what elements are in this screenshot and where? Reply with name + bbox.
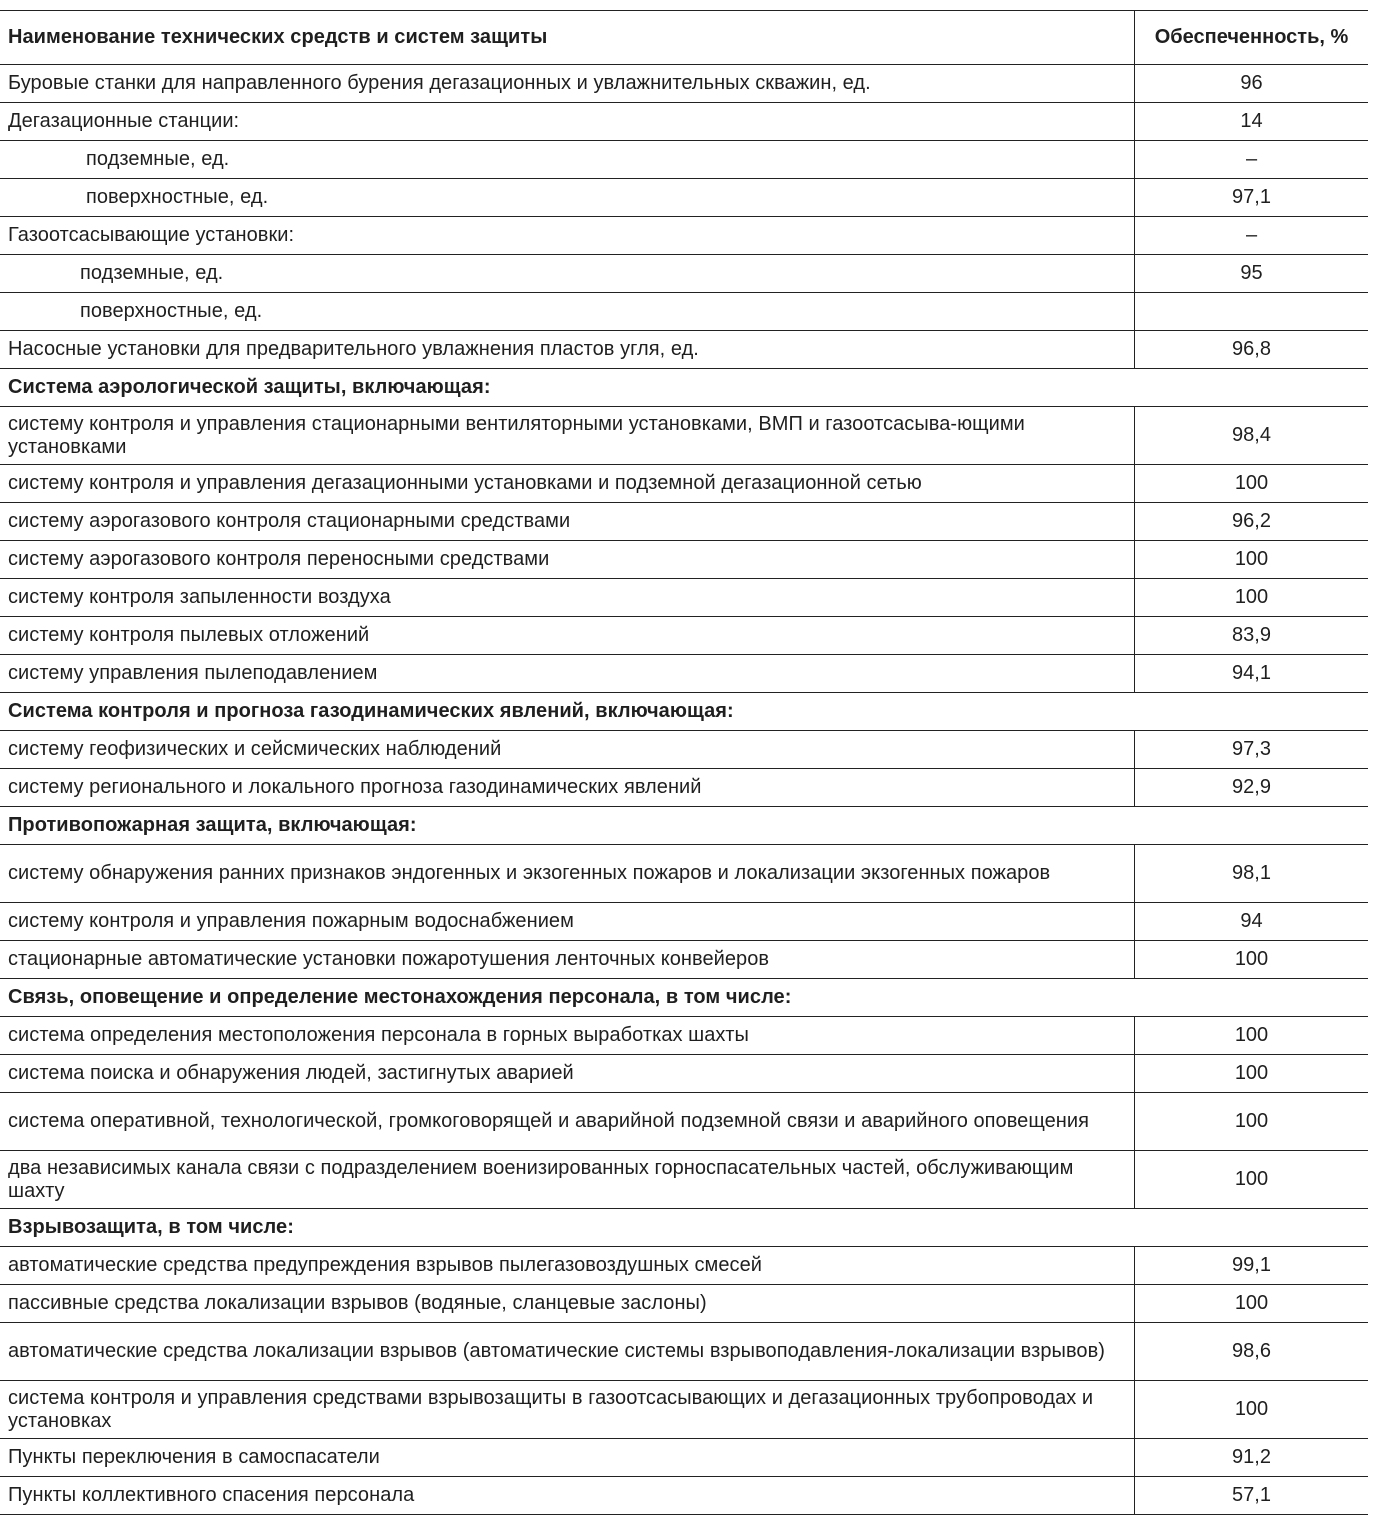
row-name: система определения местоположения персонала в горных выработках шахты	[8, 1024, 749, 1046]
row-value: 100	[1134, 1381, 1368, 1438]
equipment-provision-table	[0, 10, 1368, 1515]
row-name: систему управления пылеподавлением	[8, 662, 378, 684]
row-value: 100	[1134, 1151, 1368, 1208]
row-value: 100	[1134, 1017, 1368, 1054]
row-value: 100	[1134, 1285, 1368, 1322]
row-name: подземные, ед.	[86, 148, 230, 170]
table-row	[0, 1055, 1368, 1093]
table-row	[0, 1017, 1368, 1055]
row-value	[1134, 293, 1368, 330]
section-heading	[0, 1209, 1368, 1247]
row-value: 83,9	[1134, 617, 1368, 654]
row-name: систему аэрогазового контроля переносными средствами	[8, 548, 550, 570]
row-name: стационарные автоматические установки пожаротушения ленточных конвейеров	[8, 948, 770, 970]
table-row	[0, 255, 1368, 293]
row-value: 92,9	[1134, 769, 1368, 806]
row-value: 95	[1134, 255, 1368, 292]
row-name: автоматические средства предупреждения взрывов пылегазовоздушных смесей	[8, 1254, 762, 1276]
table-header	[0, 11, 1368, 65]
row-name: Пункты коллективного спасения персонала	[8, 1484, 415, 1506]
row-value: 100	[1134, 1093, 1368, 1150]
table-row	[0, 541, 1368, 579]
table-row	[0, 293, 1368, 331]
row-name: систему контроля и управления дегазационными установками и подземной дегазационной сетью	[8, 472, 922, 494]
table-row	[0, 731, 1368, 769]
section-title: Взрывозащита, в том числе:	[8, 1216, 294, 1238]
row-value: 14	[1134, 103, 1368, 140]
row-name: Газоотсасывающие установки:	[8, 224, 295, 246]
row-value: 100	[1134, 465, 1368, 502]
row-value: 98,4	[1134, 407, 1368, 464]
row-name: систему обнаружения ранних признаков эндогенных и экзогенных пожаров и локализации экзогенных пожаров	[8, 862, 1051, 884]
table-row	[0, 331, 1368, 369]
row-name: систему контроля и управления пожарным водоснабжением	[8, 910, 574, 932]
row-name: систему контроля запыленности воздуха	[8, 586, 391, 608]
row-name: система контроля и управления средствами взрывозащиты в газоотсасывающих и дегазационных трубопроводах и установках	[8, 1386, 1094, 1432]
table-row	[0, 1247, 1368, 1285]
section-title: Система контроля и прогноза газодинамических явлений, включающая:	[8, 700, 734, 722]
row-name: Насосные установки для предварительного увлажнения пластов угля, ед.	[8, 338, 699, 360]
row-name: систему регионального и локального прогноза газодинамических явлений	[8, 776, 702, 798]
table-row	[0, 1439, 1368, 1477]
table-row	[0, 65, 1368, 103]
row-value: 97,1	[1134, 179, 1368, 216]
table-row	[0, 903, 1368, 941]
row-value: 57,1	[1134, 1477, 1368, 1514]
row-value: 94,1	[1134, 655, 1368, 692]
row-value: –	[1134, 217, 1368, 254]
row-name: автоматические средства локализации взрывов (автоматические системы взрывоподавления-локализации взрывов)	[8, 1340, 1105, 1362]
row-value: 100	[1134, 579, 1368, 616]
section-heading	[0, 693, 1368, 731]
section-heading	[0, 369, 1368, 407]
table-row	[0, 941, 1368, 979]
table-row	[0, 579, 1368, 617]
row-name: поверхностные, ед.	[80, 300, 263, 322]
table-row	[0, 845, 1368, 903]
section-heading	[0, 979, 1368, 1017]
row-name: система оперативной, технологической, громкоговорящей и аварийной подземной связи и аварийного оповещения	[8, 1110, 1089, 1132]
row-value: 100	[1134, 941, 1368, 978]
section-title: Противопожарная защита, включающая:	[8, 814, 417, 836]
table-row	[0, 617, 1368, 655]
table-row	[0, 655, 1368, 693]
table-row	[0, 407, 1368, 465]
row-value: –	[1134, 141, 1368, 178]
table-row	[0, 141, 1368, 179]
row-value: 100	[1134, 1055, 1368, 1092]
row-value: 96	[1134, 65, 1368, 102]
header-value: Обеспеченность, %	[1134, 11, 1368, 64]
table-row	[0, 503, 1368, 541]
row-value: 98,1	[1134, 845, 1368, 902]
row-value: 99,1	[1134, 1247, 1368, 1284]
table-row	[0, 1285, 1368, 1323]
row-name: Буровые станки для направленного бурения дегазационных и увлажнительных скважин, ед.	[8, 72, 871, 94]
row-name: систему аэрогазового контроля стационарными средствами	[8, 510, 571, 532]
table-row	[0, 1381, 1368, 1439]
table-row	[0, 217, 1368, 255]
header-name: Наименование технических средств и систем защиты	[8, 26, 548, 48]
row-value: 100	[1134, 541, 1368, 578]
row-name: систему контроля и управления стационарными вентиляторными установками, ВМП и газоотсасыва-ющими установками	[8, 412, 1025, 458]
row-name: два независимых канала связи с подразделением военизированных горноспасательных частей, обслуживающим шахту	[8, 1156, 1074, 1202]
row-value: 94	[1134, 903, 1368, 940]
row-value: 96,2	[1134, 503, 1368, 540]
row-name: Пункты переключения в самоспасатели	[8, 1446, 380, 1468]
row-name: пассивные средства локализации взрывов (водяные, сланцевые заслоны)	[8, 1292, 707, 1314]
row-name: подземные, ед.	[80, 262, 224, 284]
table-row	[0, 179, 1368, 217]
row-name: систему контроля пылевых отложений	[8, 624, 370, 646]
row-value: 91,2	[1134, 1439, 1368, 1476]
section-title: Система аэрологической защиты, включающая:	[8, 376, 491, 398]
row-name: Дегазационные станции:	[8, 110, 240, 132]
table-row	[0, 465, 1368, 503]
row-name: система поиска и обнаружения людей, застигнутых аварией	[8, 1062, 574, 1084]
section-heading	[0, 807, 1368, 845]
section-title: Связь, оповещение и определение местонахождения персонала, в том числе:	[8, 986, 792, 1008]
row-name: систему геофизических и сейсмических наблюдений	[8, 738, 502, 760]
row-name: поверхностные, ед.	[86, 186, 269, 208]
row-value: 96,8	[1134, 331, 1368, 368]
row-value: 98,6	[1134, 1323, 1368, 1380]
row-value: 97,3	[1134, 731, 1368, 768]
table-row	[0, 1151, 1368, 1209]
table-row	[0, 1323, 1368, 1381]
table-row	[0, 103, 1368, 141]
table-row	[0, 1093, 1368, 1151]
table-row	[0, 769, 1368, 807]
table-row	[0, 1477, 1368, 1515]
